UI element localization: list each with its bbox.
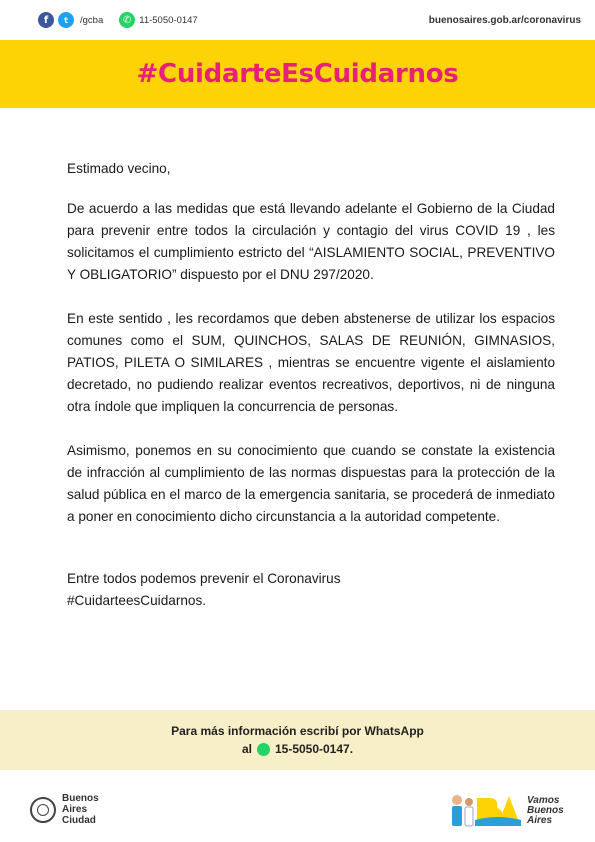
logo-right-line-1: Vamos xyxy=(527,795,560,806)
logo-right-line-3: Aires xyxy=(527,815,553,826)
facebook-icon[interactable]: f xyxy=(38,12,54,28)
logo-right-line-2: Buenos xyxy=(527,805,564,816)
city-seal-icon xyxy=(30,797,56,823)
letter-greeting: Estimado vecino, xyxy=(67,161,171,176)
logo-left-line-1: Buenos xyxy=(62,793,99,804)
top-bar xyxy=(0,0,595,40)
vamos-buenos-aires-logo xyxy=(447,790,564,832)
whatsapp-icon[interactable]: ✆ xyxy=(119,12,135,28)
header-phone[interactable]: 11-5050-0147 xyxy=(139,14,198,26)
whatsapp-icon xyxy=(257,743,270,756)
info-prefix: al xyxy=(241,742,252,756)
banner-hashtag: #CuidarteEsCuidarnos xyxy=(136,59,459,89)
logo-left-line-2: Aires xyxy=(62,804,88,815)
website-link[interactable]: buenosaires.gob.ar/coronavirus xyxy=(428,14,581,26)
letter-closing-line-1: Entre todos podemos prevenir el Coronavirus xyxy=(67,571,341,586)
letter-paragraph-2: En este sentido , les recordamos que deben abstenerse de utilizar los espacios comunes como el SUM, QUINCHOS, SALAS DE REUNIÓN, GIMNASIOS, PATIOS, PILETA O SIMILARES , mientras se encuentre vigente el aislamiento decretado, no pudiendo realizar eventos recreativos, deportivos, ni de ninguna otra índole que impliquen la concurrencia de personas. xyxy=(67,311,555,414)
logo-left-line-3: Ciudad xyxy=(62,815,96,826)
buenos-aires-ciudad-logo xyxy=(30,793,99,826)
letter-paragraph-1: De acuerdo a las medidas que está llevando adelante el Gobierno de la Ciudad para prevenir entre todos la circulación y contagio del virus COVID 19 , les solicitamos el cumplimiento estricto del “AISLAMIENTO SOCIAL, PREVENTIVO Y OBLIGATORIO” dispuesto por el DNU 297/2020. xyxy=(67,201,555,282)
letter-paragraph-3: Asimismo, ponemos en su conocimiento que cuando se constate la existencia de infracción al cumplimiento de las normas dispuestas para la protección de la salud pública en el marco de la emergencia sanitaria, se procederá de inmediato a poner en conocimiento dicho circunstancia a la autoridad competente. xyxy=(67,443,555,524)
letter-closing-line-2: #CuidarteesCuidarnos. xyxy=(67,593,207,608)
social-handle[interactable]: /gcba xyxy=(80,14,104,26)
vamos-buenos-aires-icon xyxy=(447,790,523,832)
letter-body xyxy=(67,158,555,612)
whatsapp-info-band xyxy=(0,710,595,770)
twitter-icon[interactable]: t xyxy=(58,12,74,28)
social-links xyxy=(38,12,198,28)
hashtag-banner xyxy=(0,40,595,108)
info-phone[interactable]: 15-5050-0147. xyxy=(274,742,354,756)
info-line-2 xyxy=(242,740,353,758)
info-line-1: Para más información escribí por WhatsApp xyxy=(171,724,424,738)
